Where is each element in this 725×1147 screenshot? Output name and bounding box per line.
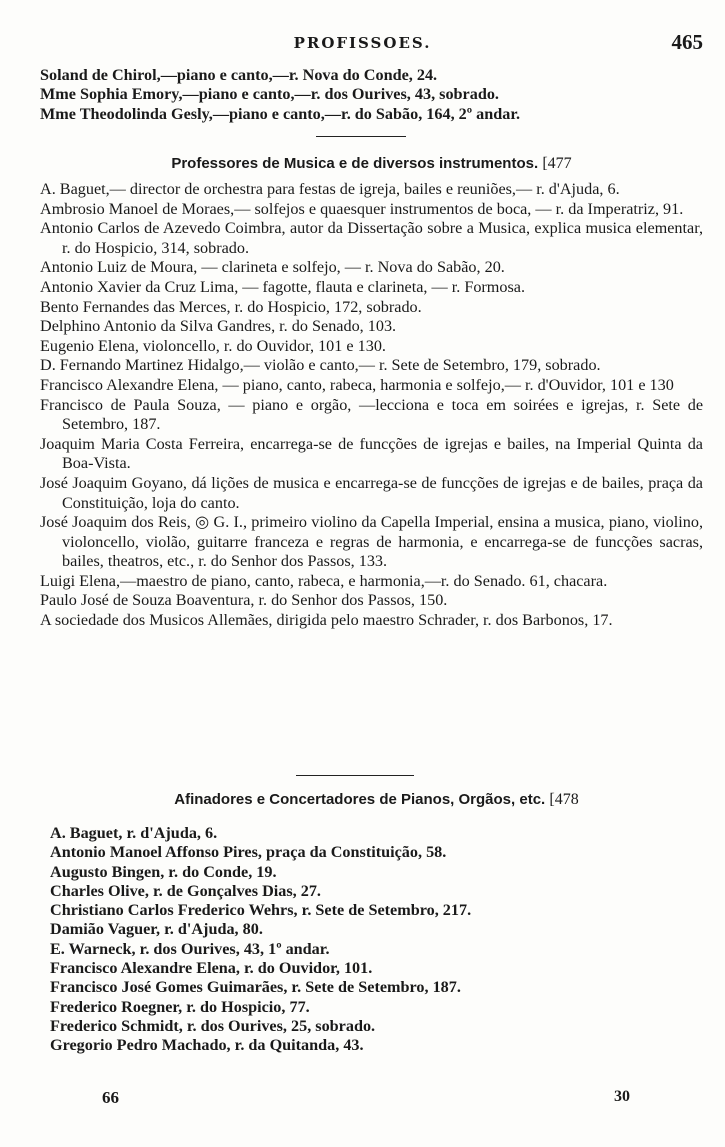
section-title-text: Professores de Musica e de diversos instrumentos.: [171, 155, 539, 172]
section-number: [477: [542, 155, 572, 172]
list-item: Charles Olive, r. de Gonçalves Dias, 27.: [50, 881, 321, 900]
list-item: A sociedade dos Musicos Allemães, dirigida pelo maestro Schrader, r. dos Barbonos, 17.: [40, 611, 613, 630]
list-item: Paulo José de Souza Boaventura, r. do Senhor dos Passos, 150.: [40, 591, 448, 610]
running-header: PROFISSOES.: [293, 34, 432, 52]
list-item: A. Baguet,— director de orchestra para festas de igreja, bailes e reuniões,— r. d'Ajuda, 6.: [40, 180, 620, 198]
list-item: Antonio Luiz de Moura, — clarineta e solfejo, — r. Nova do Sabão, 20.: [40, 258, 505, 277]
list-item: Joaquim Maria Costa Ferreira, encarrega-se de funcções de igrejas e bailes, na Imperial Quinta da Boa-Vista.: [40, 434, 703, 473]
section-title: [50, 790, 703, 810]
list-item: Antonio Xavier da Cruz Lima, — fagotte, flauta e clarineta, — r. Formosa.: [40, 277, 526, 296]
signature-mark: 66: [102, 1088, 119, 1107]
list-item: Antonio Manoel Affonso Pires, praça da Constituição, 58.: [50, 843, 447, 862]
list-item: Gregorio Pedro Machado, r. da Quitanda, 43.: [50, 1036, 364, 1055]
section-pianos: [50, 790, 703, 1056]
list-item: Delphino Antonio da Silva Gandres, r. do Senado, 103.: [40, 317, 397, 336]
list-item: A. Baguet, r. d'Ajuda, 6.: [50, 824, 218, 842]
list-item: José Joaquim Goyano, dá lições de musica e encarrega-se de funcções de igrejas e de bailes, praça da Constituição, loja do canto.: [40, 473, 703, 512]
list-item: Luigi Elena,—maestro de piano, canto, rabeca, e harmonia,—r. do Senado. 61, chacara.: [40, 571, 608, 590]
list-item: Antonio Carlos de Azevedo Coimbra, autor da Dissertação sobre a Musica, explica musica elementar, r. do Hospicio, 314, sobrado.: [40, 219, 703, 257]
page-number: 465: [671, 30, 703, 54]
top-entries: [40, 66, 703, 124]
list-item: Frederico Roegner, r. do Hospicio, 77.: [50, 997, 310, 1016]
list-item: Francisco José Gomes Guimarães, r. Sete de Setembro, 187.: [50, 978, 461, 997]
section-number: [478: [549, 791, 579, 808]
list-item: Mme Sophia Emory,—piano e canto,—r. dos Ourives, 43, sobrado.: [40, 85, 499, 104]
section-title-text: Afinadores e Concertadores de Pianos, Orgãos, etc.: [174, 791, 546, 808]
section-music: [40, 154, 703, 631]
list-item: Ambrosio Manoel de Moraes,— solfejos e quaesquer instrumentos de boca, — r. da Imperatriz, 91.: [40, 199, 684, 218]
list-item: Damião Vaguer, r. d'Ajuda, 80.: [50, 920, 263, 939]
list-item: Frederico Schmidt, r. dos Ourives, 25, sobrado.: [50, 1016, 376, 1035]
section-title: [40, 154, 703, 174]
list-item: Bento Fernandes das Merces, r. do Hospicio, 172, sobrado.: [40, 297, 422, 316]
list-item: Eugenio Elena, violoncello, r. do Ouvidor, 101 e 130.: [40, 336, 386, 355]
list-item: Mme Theodolinda Gesly,—piano e canto,—r. do Sabão, 164, 2º andar.: [40, 104, 521, 123]
list-item: E. Warneck, r. dos Ourives, 43, 1º andar.: [50, 939, 330, 958]
list-item: Augusto Bingen, r. do Conde, 19.: [50, 862, 277, 881]
section-divider: [296, 775, 414, 776]
list-item: D. Fernando Martinez Hidalgo,— violão e canto,— r. Sete de Setembro, 179, sobrado.: [40, 356, 601, 375]
list-item: Francisco Alexandre Elena, — piano, canto, rabeca, harmonia e solfejo,— r. d'Ouvidor, 101 e 130: [40, 375, 674, 394]
section-divider: [316, 136, 406, 137]
list-item: Francisco Alexandre Elena, r. do Ouvidor, 101.: [50, 959, 373, 978]
list-item: José Joaquim dos Reis, ◎ G. I., primeiro violino da Capella Imperial, ensina a musica, piano, violino, violoncello, violão, guitarre franceza e regras de harmonia, e encarrega-se de funcções sacras, bailes, theatros, etc., r. do Senhor dos Passos, 133.: [40, 513, 703, 571]
signature-mark: 30: [614, 1088, 630, 1105]
list-item: Christiano Carlos Frederico Wehrs, r. Sete de Setembro, 217.: [50, 901, 472, 920]
list-item: Soland de Chirol,—piano e canto,—r. Nova do Conde, 24.: [40, 66, 438, 84]
list-item: Francisco de Paula Souza, — piano e orgão, —lecciona e toca em soirées e igrejas, r. Sete de Setembro, 187.: [40, 395, 703, 434]
